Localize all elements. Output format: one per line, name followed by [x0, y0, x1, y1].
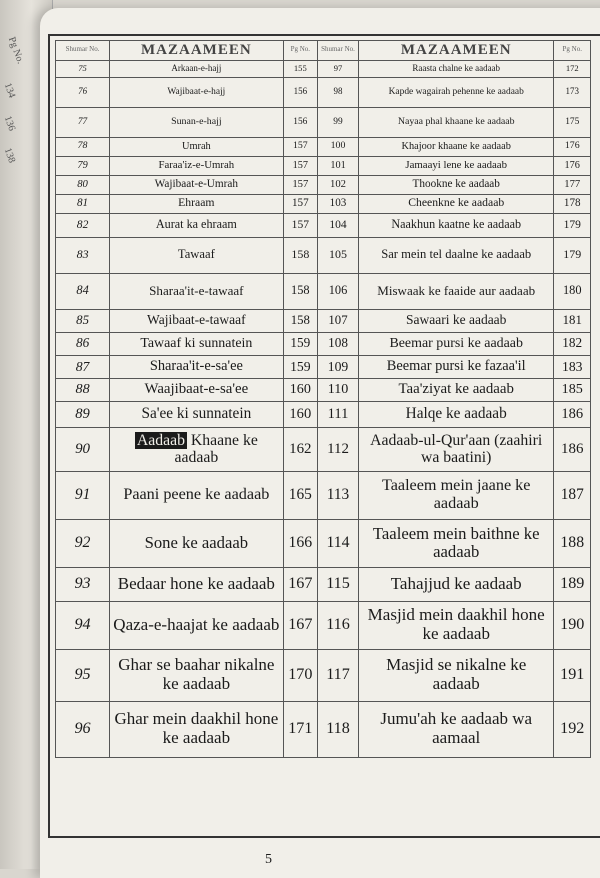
entry-page: 158	[283, 273, 317, 309]
entry-number: 108	[318, 332, 359, 355]
entry-title: Taaleem mein jaane ke aadaab	[358, 471, 554, 519]
entry-title: Waajibaat-e-sa'ee	[110, 378, 283, 401]
entry-page: 188	[554, 519, 591, 567]
entry-title: Cheenkne ke aadaab	[358, 194, 554, 213]
entry-page: 185	[554, 378, 591, 401]
entry-number: 87	[56, 355, 110, 378]
entry-title: Faraa'iz-e-Umrah	[110, 156, 283, 175]
entry-title: Tahajjud ke aadaab	[358, 567, 554, 601]
entry-page: 162	[283, 427, 317, 471]
table-row	[56, 175, 591, 194]
entry-page: 159	[283, 355, 317, 378]
table-row	[56, 471, 591, 519]
entry-title	[110, 427, 283, 471]
table-row	[56, 213, 591, 237]
entry-page: 157	[283, 213, 317, 237]
entry-page: 171	[283, 701, 317, 757]
entry-number: 102	[318, 175, 359, 194]
entry-number: 95	[56, 649, 110, 701]
entry-page: 189	[554, 567, 591, 601]
entry-number: 100	[318, 137, 359, 156]
entry-title: Sar mein tel daalne ke aadaab	[358, 237, 554, 273]
entry-title: Sharaa'it-e-tawaaf	[110, 273, 283, 309]
margin-page-num: 136	[1, 114, 18, 133]
entry-page: 167	[283, 567, 317, 601]
entry-number: 97	[318, 60, 359, 77]
entry-title: Aurat ka ehraam	[110, 213, 283, 237]
header-number: Shumar No.	[318, 41, 359, 61]
table-row	[56, 273, 591, 309]
entry-number: 96	[56, 701, 110, 757]
entry-page: 165	[283, 471, 317, 519]
entry-page: 170	[283, 649, 317, 701]
table-row	[56, 427, 591, 471]
entry-title: Kapde wagairah pehenne ke aadaab	[358, 77, 554, 107]
table-row	[56, 519, 591, 567]
entry-page: 173	[554, 77, 591, 107]
entry-page: 178	[554, 194, 591, 213]
entry-number: 89	[56, 401, 110, 427]
entry-title: Wajibaat-e-Umrah	[110, 175, 283, 194]
table-header-row	[56, 41, 591, 61]
entry-title: Khajoor khaane ke aadaab	[358, 137, 554, 156]
entry-title: Sunan-e-hajj	[110, 107, 283, 137]
entry-title: Wajibaat-e-hajj	[110, 77, 283, 107]
header-number: Shumar No.	[56, 41, 110, 61]
entry-title: Wajibaat-e-tawaaf	[110, 309, 283, 332]
entry-page: 180	[554, 273, 591, 309]
entry-number: 91	[56, 471, 110, 519]
entry-page: 159	[283, 332, 317, 355]
entry-page: 190	[554, 601, 591, 649]
entry-title: Halqe ke aadaab	[358, 401, 554, 427]
entry-number: 83	[56, 237, 110, 273]
entry-page: 157	[283, 137, 317, 156]
entry-title: Ehraam	[110, 194, 283, 213]
entry-title-text: Khaane ke aadaab	[174, 431, 258, 466]
entry-title: Taa'ziyat ke aadaab	[358, 378, 554, 401]
entry-title: Sharaa'it-e-sa'ee	[110, 355, 283, 378]
entry-number: 105	[318, 237, 359, 273]
entry-title: Arkaan-e-hajj	[110, 60, 283, 77]
entry-title: Miswaak ke faaide aur aadaab	[358, 273, 554, 309]
entry-number: 115	[318, 567, 359, 601]
entry-title: Beemar pursi ke fazaa'il	[358, 355, 554, 378]
entry-number: 110	[318, 378, 359, 401]
entry-page: 156	[283, 107, 317, 137]
table-row	[56, 401, 591, 427]
entry-page: 187	[554, 471, 591, 519]
contents-table	[55, 40, 591, 758]
table-row	[56, 332, 591, 355]
entry-page: 176	[554, 156, 591, 175]
entry-title: Tawaaf	[110, 237, 283, 273]
table-row	[56, 194, 591, 213]
entry-title: Beemar pursi ke aadaab	[358, 332, 554, 355]
entry-page: 177	[554, 175, 591, 194]
table-row	[56, 60, 591, 77]
entry-number: 106	[318, 273, 359, 309]
entry-page: 182	[554, 332, 591, 355]
entry-number: 112	[318, 427, 359, 471]
entry-page: 186	[554, 427, 591, 471]
entry-page: 179	[554, 237, 591, 273]
entry-title: Umrah	[110, 137, 283, 156]
highlighted-word: Aadaab	[136, 431, 185, 449]
table-row	[56, 567, 591, 601]
entry-page: 192	[554, 701, 591, 757]
entry-title: Masjid se nikalne ke aadaab	[358, 649, 554, 701]
entry-number: 80	[56, 175, 110, 194]
table-row	[56, 649, 591, 701]
header-title: MAZAAMEEN	[358, 41, 554, 61]
entry-title: Jamaayi lene ke aadaab	[358, 156, 554, 175]
entry-page: 158	[283, 309, 317, 332]
entry-title: Naakhun kaatne ke aadaab	[358, 213, 554, 237]
entry-title: Aadaab-ul-Qur'aan (zaahiri wa baatini)	[358, 427, 554, 471]
margin-page-num: 138	[1, 146, 18, 165]
entry-page: 167	[283, 601, 317, 649]
entry-title: Masjid mein daakhil hone ke aadaab	[358, 601, 554, 649]
entry-title: Ghar mein daakhil hone ke aadaab	[110, 701, 283, 757]
entry-title: Sone ke aadaab	[110, 519, 283, 567]
entry-number: 81	[56, 194, 110, 213]
entry-number: 103	[318, 194, 359, 213]
entry-number: 84	[56, 273, 110, 309]
entry-title: Bedaar hone ke aadaab	[110, 567, 283, 601]
header-page: Pg No.	[283, 41, 317, 61]
entry-number: 101	[318, 156, 359, 175]
entry-number: 117	[318, 649, 359, 701]
table-row	[56, 309, 591, 332]
entry-number: 90	[56, 427, 110, 471]
entry-number: 79	[56, 156, 110, 175]
entry-number: 88	[56, 378, 110, 401]
entry-page: 183	[554, 355, 591, 378]
entry-title: Raasta chalne ke aadaab	[358, 60, 554, 77]
entry-title: Tawaaf ki sunnatein	[110, 332, 283, 355]
entry-number: 94	[56, 601, 110, 649]
table-row	[56, 355, 591, 378]
entry-number: 82	[56, 213, 110, 237]
entry-number: 109	[318, 355, 359, 378]
entry-number: 93	[56, 567, 110, 601]
entry-page: 160	[283, 401, 317, 427]
entry-page: 157	[283, 175, 317, 194]
entry-title: Sawaari ke aadaab	[358, 309, 554, 332]
entry-number: 86	[56, 332, 110, 355]
entry-number: 104	[318, 213, 359, 237]
table-row	[56, 107, 591, 137]
header-title: MAZAAMEEN	[110, 41, 283, 61]
entry-number: 111	[318, 401, 359, 427]
entry-page: 155	[283, 60, 317, 77]
entry-title: Ghar se baahar nikalne ke aadaab	[110, 649, 283, 701]
entry-page: 181	[554, 309, 591, 332]
entry-page: 176	[554, 137, 591, 156]
entry-title: Sa'ee ki sunnatein	[110, 401, 283, 427]
entry-title: Taaleem mein baithne ke aadaab	[358, 519, 554, 567]
entry-page: 172	[554, 60, 591, 77]
entry-number: 113	[318, 471, 359, 519]
entry-title: Qaza-e-haajat ke aadaab	[110, 601, 283, 649]
entry-page: 166	[283, 519, 317, 567]
entry-title: Jumu'ah ke aadaab wa aamaal	[358, 701, 554, 757]
entry-page: 160	[283, 378, 317, 401]
page-number: 5	[265, 852, 272, 867]
entry-page: 191	[554, 649, 591, 701]
entry-number: 85	[56, 309, 110, 332]
entry-title: Nayaa phal khaane ke aadaab	[358, 107, 554, 137]
entry-number: 114	[318, 519, 359, 567]
table-row	[56, 137, 591, 156]
entry-page: 186	[554, 401, 591, 427]
table-row	[56, 156, 591, 175]
entry-number: 107	[318, 309, 359, 332]
entry-page: 175	[554, 107, 591, 137]
table-row	[56, 77, 591, 107]
entry-number: 77	[56, 107, 110, 137]
entry-title: Paani peene ke aadaab	[110, 471, 283, 519]
table-row	[56, 701, 591, 757]
table-row	[56, 378, 591, 401]
entry-number: 118	[318, 701, 359, 757]
entry-number: 92	[56, 519, 110, 567]
table-row	[56, 237, 591, 273]
margin-page-num: 134	[1, 81, 18, 100]
entry-number: 75	[56, 60, 110, 77]
entry-page: 158	[283, 237, 317, 273]
entry-page: 157	[283, 194, 317, 213]
entry-number: 76	[56, 77, 110, 107]
margin-pg-label: Pg No.	[5, 35, 26, 66]
entry-title: Thookne ke aadaab	[358, 175, 554, 194]
entry-number: 116	[318, 601, 359, 649]
entry-page: 156	[283, 77, 317, 107]
entry-number: 98	[318, 77, 359, 107]
entry-number: 99	[318, 107, 359, 137]
entry-page: 179	[554, 213, 591, 237]
table-row	[56, 601, 591, 649]
entry-number: 78	[56, 137, 110, 156]
entry-page: 157	[283, 156, 317, 175]
header-page: Pg No.	[554, 41, 591, 61]
